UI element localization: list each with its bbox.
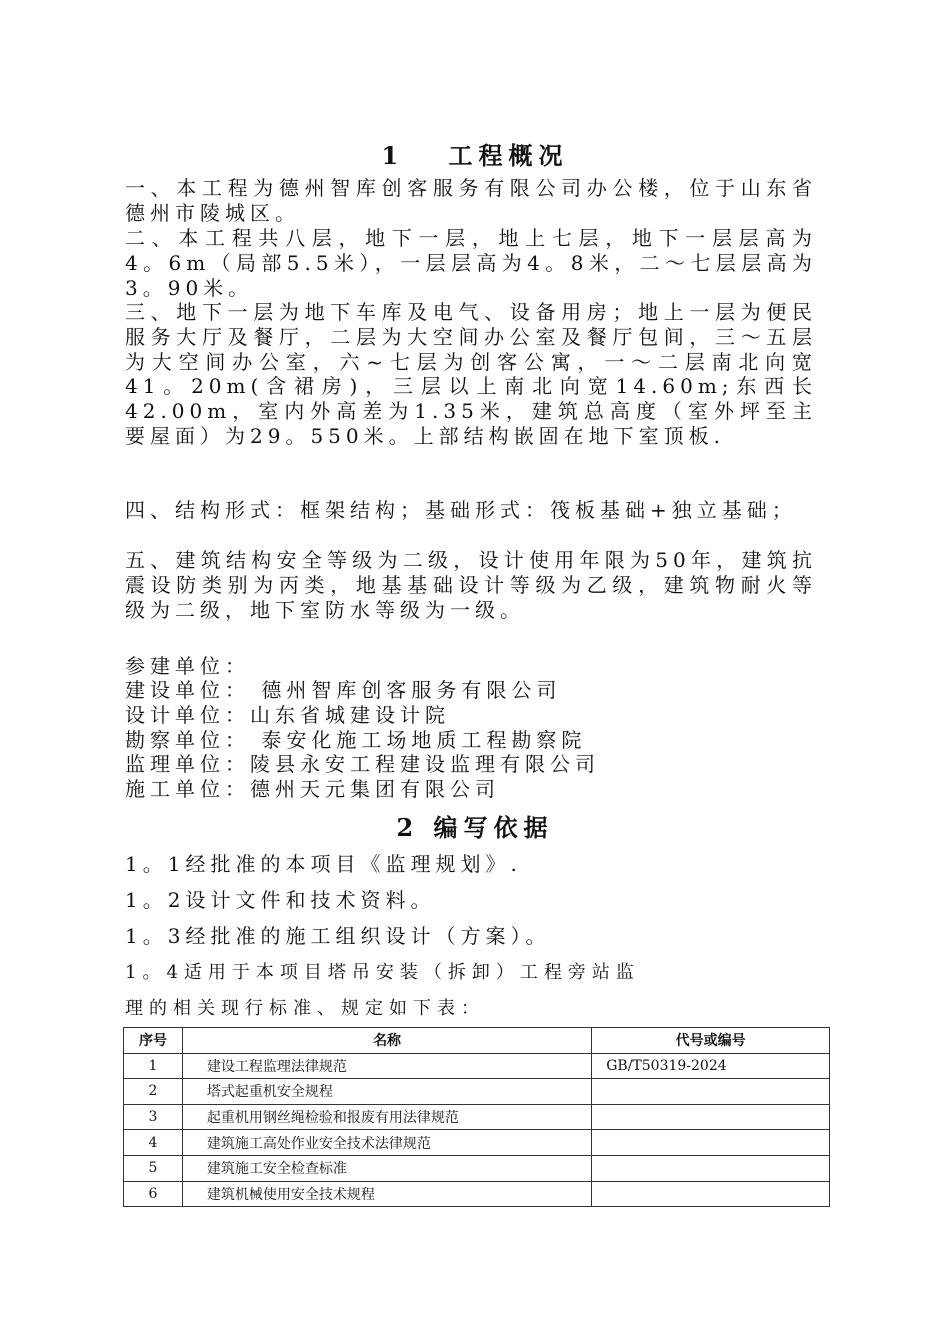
row-no: 3: [124, 1104, 183, 1130]
unit-design: 设计单位：山东省城建设计院: [125, 703, 450, 727]
unit-supervise: 监理单位：陵县永安工程建设监理有限公司: [125, 752, 600, 776]
table-header-row: [124, 1028, 830, 1054]
paragraph-4: 四、结构形式：框架结构；基础形式：筏板基础+独立基础；: [125, 498, 797, 522]
row-no: 4: [124, 1130, 183, 1156]
paragraph-2: 二、本工程共八层，地下一层，地上七层，地下一层层高为4。6m（局部5.5米），一层层高为4。8米，二～七层层高为3。90米。: [125, 226, 817, 300]
row-name: 建设工程监理法律规范: [182, 1053, 591, 1079]
basis-item-2: 1。2设计文件和技术资料。: [125, 888, 436, 912]
row-code: [592, 1155, 830, 1181]
row-name: 建筑机械使用安全技术规程: [182, 1181, 591, 1207]
row-name: 塔式起重机安全规程: [182, 1079, 591, 1105]
row-code: [592, 1079, 830, 1105]
section-2-title: 2 编写依据: [396, 813, 554, 842]
row-no: 6: [124, 1181, 183, 1207]
standards-table: [123, 1027, 830, 1207]
unit-build: 建设单位： 德州智库创客服务有限公司: [125, 678, 562, 702]
row-code: [592, 1130, 830, 1156]
row-code: GB/T50319-2024: [592, 1053, 830, 1079]
table-row: [124, 1130, 830, 1156]
row-code: [592, 1181, 830, 1207]
basis-item-4-line2: 理的相关现行标准、规定如下表：: [125, 998, 485, 1019]
table-row: [124, 1155, 830, 1181]
header-code: 代号或编号: [592, 1028, 830, 1054]
table-row: [124, 1181, 830, 1207]
basis-item-4-line1: 1。4适用于本项目塔吊安装（拆卸）工程旁站监: [125, 962, 640, 983]
row-name: 建筑施工高处作业安全技术法律规范: [182, 1130, 591, 1156]
table-row: [124, 1079, 830, 1105]
paragraph-1: 一、本工程为德州智库创客服务有限公司办公楼，位于山东省德州市陵城区。: [125, 176, 817, 225]
table-row: [124, 1104, 830, 1130]
unit-construct: 施工单位：德州天元集团有限公司: [125, 777, 500, 801]
header-name: 名称: [182, 1028, 591, 1054]
table-row: [124, 1053, 830, 1079]
header-no: 序号: [124, 1028, 183, 1054]
row-code: [592, 1104, 830, 1130]
basis-item-1: 1。1经批准的本项目《监理规划》.: [125, 852, 522, 876]
row-name: 建筑施工安全检查标准: [182, 1155, 591, 1181]
row-no: 1: [124, 1053, 183, 1079]
row-no: 2: [124, 1079, 183, 1105]
row-no: 5: [124, 1155, 183, 1181]
unit-survey: 勘察单位： 泰安化施工场地质工程勘察院: [125, 728, 587, 752]
paragraph-3: 三、地下一层为地下车库及电气、设备用房；地上一层为便民服务大厅及餐厅，二层为大空间办公室及餐厅包间，三～五层为大空间办公室，六~七层为创客公寓，一～二层南北向宽41。20m(含裙房)，三层以上南北向宽14.60m;东西长42.00m，室内外高差为1.35米，建筑总高度（室外坪至主要屋面）为29。550米。上部结构嵌固在地下室顶板.: [125, 300, 817, 448]
row-name: 起重机用钢丝绳检验和报废有用法律规范: [182, 1104, 591, 1130]
section-1-title: 1 工程概况: [381, 141, 569, 170]
units-title: 参建单位：: [125, 654, 250, 678]
paragraph-5: 五、建筑结构安全等级为二级，设计使用年限为50年，建筑抗震设防类别为丙类，地基基础设计等级为乙级，建筑物耐火等级为二级，地下室防水等级为一级。: [125, 548, 817, 622]
basis-item-3: 1。3经批准的施工组织设计（方案）。: [125, 924, 551, 948]
